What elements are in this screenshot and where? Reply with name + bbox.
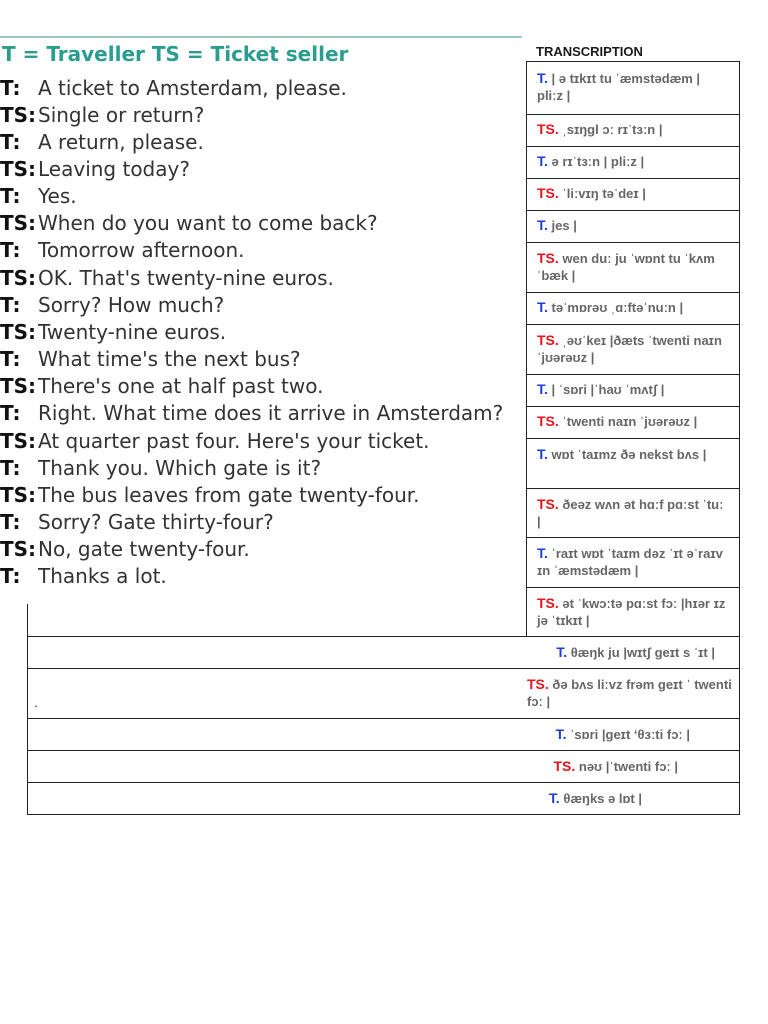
row-label: TS. [537, 332, 559, 348]
row-text: ðeəz wʌn ət hɑːf pɑːst ˈtuː | [537, 497, 724, 529]
dialogue-line [0, 102, 204, 129]
transcription-row [526, 537, 739, 587]
row-label: TS. [537, 250, 559, 266]
line-text: Yes. [38, 184, 77, 208]
dialogue-line [0, 265, 334, 292]
transcription-row [526, 324, 739, 374]
dialogue-line [0, 563, 167, 590]
transcription-row [27, 668, 739, 718]
row-label: TS. [537, 413, 559, 429]
line-text: Sorry? Gate thirty-four? [38, 510, 274, 534]
speaker-label: T: [0, 293, 21, 317]
row-text: | ˈsɒri |ˈhaʊ ˈmʌtʃ | [551, 382, 665, 397]
row-label: T. [548, 790, 560, 806]
speaker-label: TS: [0, 157, 37, 181]
speaker-label: T: [0, 401, 21, 425]
row-text: ˌsɪŋgl ɔː rɪˈtɜːn | [562, 122, 663, 137]
line-text: Sorry? How much? [38, 293, 225, 317]
transcription-row [27, 636, 739, 668]
row-text: θæŋks ə lɒt | [563, 791, 642, 806]
row-label: T. [537, 446, 548, 462]
transcription-row [526, 178, 739, 210]
row-label: TS. [537, 496, 559, 512]
row-text: ˈsɒri |geɪt ‘θɜːti fɔː | [570, 727, 690, 742]
row-text: ˈliːvɪŋ təˈdeɪ | [562, 186, 646, 201]
row-text: wen duː ju ˈwɒnt tu ˈkʌm ˈbæk | [537, 251, 715, 283]
line-text: When do you want to come back? [38, 211, 378, 235]
row-label: T. [537, 381, 548, 397]
row-label: T. [556, 644, 568, 660]
row-label: TS. [537, 185, 559, 201]
line-text: At quarter past four. Here's your ticket. [38, 429, 430, 453]
row-text: təˈmɒrəʊ ˌɑːftəˈnuːn | [551, 300, 684, 315]
dialogue-line [0, 373, 324, 400]
row-label: TS. [527, 676, 549, 692]
row-label: T. [537, 70, 548, 86]
row-label: T. [555, 726, 567, 742]
row-text: ˌəʊˈkeɪ |ðæts ˈtwenti naɪn ˈjʊərəʊz | [537, 333, 722, 365]
speaker-label: T: [0, 347, 21, 371]
dialogue-line [0, 183, 77, 210]
line-text: A return, please. [38, 130, 204, 154]
transcription-row [526, 374, 739, 406]
line-text: The bus leaves from gate twenty-four. [38, 483, 420, 507]
transcription-row [526, 488, 739, 537]
line-text: Tomorrow afternoon. [38, 238, 245, 262]
row-label: T. [537, 153, 548, 169]
speaker-legend: T = Traveller TS = Ticket seller [2, 42, 349, 66]
transcription-row [27, 718, 739, 750]
speaker-label: T: [0, 564, 21, 588]
transcription-row [27, 782, 739, 814]
transcription-row [526, 146, 739, 178]
row-label: TS. [537, 121, 559, 137]
transcription-row [526, 438, 739, 488]
row-text: ðə bʌs liːvz frəm geɪt ˈ twenti fɔː | [527, 677, 732, 709]
line-text: OK. That's twenty-nine euros. [38, 266, 334, 290]
dialogue-line [0, 292, 224, 319]
row-text: ˈtwenti naɪn ˈjʊərəʊz | [562, 414, 698, 429]
row-label: T. [537, 545, 548, 561]
row-text: jes | [551, 218, 577, 233]
transcription-row [526, 242, 739, 292]
transcription-row [526, 292, 739, 324]
speaker-label: T: [0, 456, 21, 480]
transcription-title: TRANSCRIPTION [536, 44, 643, 59]
dialogue-line [0, 428, 430, 455]
dialogue-line [0, 400, 503, 427]
line-text: Single or return? [38, 103, 205, 127]
row-label: TS. [537, 595, 559, 611]
row-label: T. [537, 217, 548, 233]
line-text: A ticket to Amsterdam, please. [38, 76, 347, 100]
transcription-row [526, 114, 739, 146]
dialogue-line [0, 237, 245, 264]
line-text: What time's the next bus? [38, 347, 301, 371]
dialogue-line [0, 156, 190, 183]
dialogue-line [0, 346, 301, 373]
line-text: Leaving today? [38, 157, 190, 181]
speaker-label: TS: [0, 374, 37, 398]
row-text: θæŋk ju |wɪtʃ geɪt s ˈɪt | [570, 645, 715, 660]
speaker-label: T: [0, 510, 21, 534]
speaker-label: TS: [0, 266, 37, 290]
dialogue-line [0, 482, 420, 509]
dialogue-line [0, 319, 226, 346]
transcription-row [526, 210, 739, 242]
row-text: wɒt ˈtaɪmz ðə nekst bʌs | [551, 447, 707, 462]
speaker-label: TS: [0, 320, 37, 344]
speaker-label: T: [0, 130, 21, 154]
speaker-label: T: [0, 184, 21, 208]
dialogue-line [0, 129, 204, 156]
line-text: Thanks a lot. [38, 564, 167, 588]
speaker-label: TS: [0, 483, 37, 507]
line-text: There's one at half past two. [38, 374, 324, 398]
dialogue-line [0, 210, 378, 237]
row-text: nəʊ |ˈtwenti fɔː | [578, 759, 678, 774]
stray-mark: . [34, 696, 38, 710]
dialogue-line [0, 536, 250, 563]
line-text: Twenty-nine euros. [38, 320, 227, 344]
transcription-row [27, 750, 739, 782]
speaker-label: TS: [0, 429, 37, 453]
speaker-label: TS: [0, 537, 37, 561]
row-text: ˈraɪt wɒt ˈtaɪm dəz ˈɪt əˈraɪv ɪn ˈæmstədæm | [537, 546, 723, 578]
line-text: No, gate twenty-four. [38, 537, 250, 561]
transcription-row [526, 406, 739, 438]
speaker-label: TS: [0, 211, 37, 235]
transcription-row [526, 61, 739, 114]
dialogue-header [0, 36, 522, 66]
row-text: ət ˈkwɔːtə pɑːst fɔː |hɪər ɪz jə ˈtɪkɪt | [537, 596, 726, 628]
row-label: T. [537, 299, 548, 315]
line-text: Right. What time does it arrive in Amsterdam? [38, 401, 504, 425]
line-text: Thank you. Which gate is it? [38, 456, 322, 480]
row-text: ə rɪˈtɜːn | pliːz | [551, 154, 645, 169]
speaker-label: T: [0, 76, 21, 100]
transcription-row [526, 587, 739, 636]
speaker-label: T: [0, 238, 21, 262]
speaker-label: TS: [0, 103, 37, 127]
row-label: TS. [553, 758, 576, 774]
dialogue-line [0, 455, 321, 482]
dialogue-line [0, 509, 274, 536]
dialogue-line [0, 75, 347, 102]
row-text: | ə tɪkɪt tu ˈæmstədæm | pliːz | [537, 71, 701, 103]
